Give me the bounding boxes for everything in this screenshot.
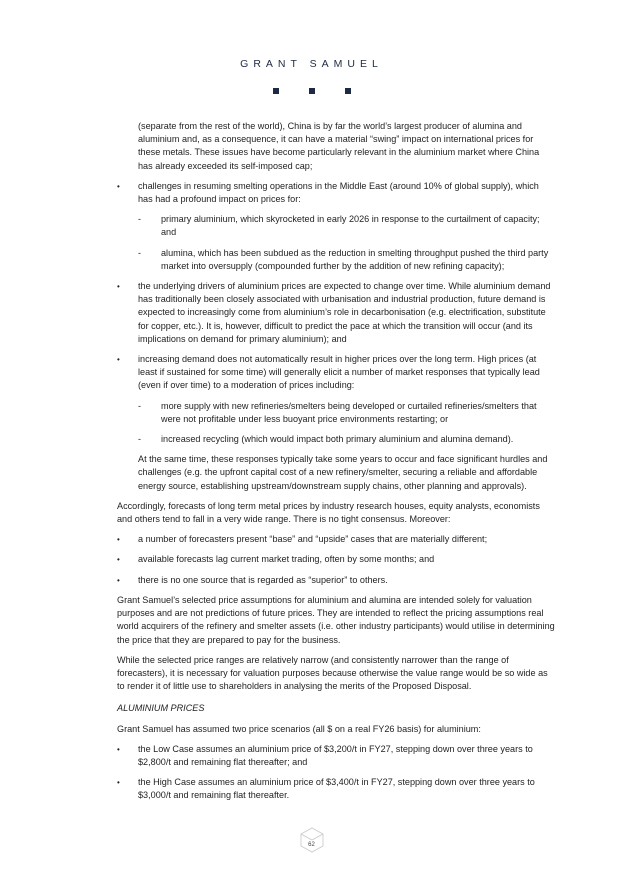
bullet-icon: • [117, 778, 120, 788]
brand-logo-text: GRANT SAMUEL [240, 58, 383, 70]
paragraph-continuation: (separate from the rest of the world), China is by far the world’s largest producer of alumina and aluminium and, as a consequence, it can have a material “swing” impact on international prices for these metals. These issues have become particularly relevant in the aluminium market where China has already exceeded its self-imposed cap; [138, 121, 540, 171]
dash-icon: - [138, 247, 142, 258]
page-header [0, 58, 623, 70]
bullet-icon: • [117, 575, 120, 585]
dash-text: alumina, which has been subdued as the reduction in smelting throughput pushed the third party market into oversupply (compounded further by the addition of new refining capacity); [161, 247, 549, 271]
page-number: 62 [308, 842, 315, 848]
hexagon-icon [300, 827, 324, 853]
dash-icon: - [138, 214, 142, 225]
dash-item [117, 400, 555, 426]
page-number-badge [300, 827, 324, 853]
dash-text: increased recycling (which would impact both primary aluminium and alumina demand). [161, 434, 514, 445]
bullet-item [117, 553, 555, 566]
paragraph: Grant Samuel’s selected price assumptions for aluminium and alumina are intended solely for valuation purposes and are not predictions of future prices. They are intended to reflect the pricing assumptions real world acquirers of the refinery and smelter assets (i.e. other industry participants) would utilise in determining the price that they are prepared to pay for the business. [117, 594, 555, 645]
bullet-icon: • [117, 355, 120, 365]
bullet-text: available forecasts lag current market trading, often by some months; and [138, 554, 435, 565]
page-footer [0, 827, 623, 853]
bullet-icon: • [117, 181, 120, 191]
bullet-icon: • [117, 535, 120, 545]
bullet-icon: • [117, 555, 120, 565]
dash-item [117, 247, 555, 273]
bullet-item [117, 776, 555, 802]
dash-text: primary aluminium, which skyrocketed in early 2026 in response to the curtailment of capacity; and [161, 214, 540, 238]
brand-square [345, 88, 351, 94]
bullet-text: there is no one source that is regarded as “superior” to others. [138, 574, 388, 585]
bullet-icon: • [117, 282, 120, 292]
bullet-item [117, 180, 555, 206]
paragraph: While the selected price ranges are relatively narrow (and consistently narrower than the range of forecasters), it is necessary for valuation purposes because otherwise the value range would be so wide as to render it of little use to shareholders in analysing the merits of the Proposed Disposal. [117, 654, 548, 692]
bullet-text: challenges in resuming smelting operations in the Middle East (around 10% of global supply), which has had a profound impact on prices for: [138, 180, 539, 205]
document-body [117, 120, 555, 803]
bullet-text: the underlying drivers of aluminium prices are expected to change over time. While aluminium demand has traditionally been closely associated with urbanisation and industrial production, future demand is expected to increasingly come from aluminium’s role in decarbonisation (e.g. electrification, substitute for copper, etc.). It is, however, difficult to predict the pace at which the transition will occur (and its implications on demand for primary aluminium); and [138, 281, 551, 344]
dash-icon: - [138, 434, 142, 445]
brand-squares [0, 88, 623, 94]
bullet-item [117, 353, 555, 393]
brand-square [309, 88, 315, 94]
section-heading: ALUMINIUM PRICES [117, 703, 205, 714]
brand-square [273, 88, 279, 94]
dash-item [117, 213, 555, 239]
bullet-item [117, 743, 555, 769]
bullet-item [117, 533, 555, 546]
paragraph: Accordingly, forecasts of long term metal prices by industry research houses, equity analysts, economists and others tend to fall in a very wide range. There is no tight consensus. Moreover: [117, 500, 540, 525]
bullet-continuation: At the same time, these responses typically take some years to occur and face significant hurdles and challenges (e.g. the upfront capital cost of a new refinery/smelter, securing a reliable and affordable energy source, establishing upstream/downstream supply chains, other planning and approvals). [138, 454, 548, 491]
dash-item [117, 433, 555, 446]
bullet-item [117, 574, 555, 587]
bullet-text: the Low Case assumes an aluminium price of $3,200/t in FY27, stepping down over three years to $2,800/t and remaining flat thereafter; and [138, 743, 533, 767]
bullet-text: a number of forecasters present “base” and “upside” cases that are materially different; [138, 534, 488, 545]
dash-icon: - [138, 400, 142, 411]
bullet-item [117, 280, 555, 346]
bullet-text: increasing demand does not automatically result in higher prices over the long term. High prices (at least if sustained for some time) will generally elicit a number of market responses that typically lead (even if over time) to a moderation of prices including: [138, 354, 540, 391]
bullet-icon: • [117, 744, 120, 754]
dash-text: more supply with new refineries/smelters being developed or curtailed refineries/smelters that were not profitable under less buoyant price environments restarting; or [161, 400, 537, 424]
paragraph: Grant Samuel has assumed two price scenarios (all $ on a real FY26 basis) for aluminium: [117, 723, 481, 734]
bullet-text: the High Case assumes an aluminium price of $3,400/t in FY27, stepping down over three years to $3,000/t and remaining flat thereafter. [138, 777, 535, 801]
